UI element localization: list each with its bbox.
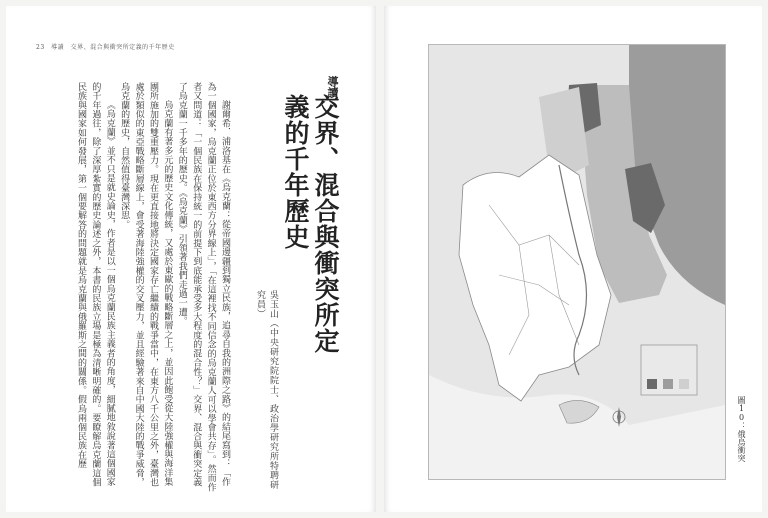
paragraph: 烏克蘭有著多元的歷史文化傳統，又處於東歐的戰略斷層之上，並因此飽受從大陸強權與海洋集團所施加的雙重壓力。現在更直接地將決定國家存亡繼續的戰爭當中，在東方八千公里之外，臺灣也處於類似的東亞戰略斷層線上，會受著海陸強權的交叉壓力，並且經驗著來自中國大陸的戰爭威脅，烏克蘭的歷史，自然值得臺灣深思。 <box>119 82 173 487</box>
paragraph: 謝爾希．浦洛基在《烏克蘭：從帝國邊疆到獨立民族，追尋自我的洲際之路》的結尾寫到：「作為一個國家，烏克蘭正位於東西方分界線上」，「在這裡找不同信念的烏克蘭人可以學會共存」。然而作者又問道：「一個民族在保持統一的前提下到底能承受多大程度的混合性？」交界、混合與衝突定義了烏克蘭一千多年的歷史。《烏克蘭》引領著我們走過一遭。 <box>176 82 230 492</box>
legend-swatch <box>679 379 689 389</box>
legend-swatch <box>647 379 657 389</box>
body-text <box>36 82 232 492</box>
ukraine-map <box>429 45 725 479</box>
map-caption: 圖10：俄烏衝突 <box>737 396 746 462</box>
author-line: 吳玉山（中央研究院院士、政治學研究所特聘研究員） <box>255 290 278 490</box>
paragraph: 《烏克蘭》並不只是就史論史，作者是以一個烏克蘭民族主義者的角度，細膩地敘說著這個國家的千年過往，除了深厚紮實的歷史論述之外，本書的民族立場是極為清晰明確的。要瞭解烏克蘭這個民族與國家如何發展，第一個要解答的問題就是烏克蘭與俄羅斯之間的關係。假烏兩個民族在歷 <box>75 82 115 487</box>
running-head: 23 導讀 交界、混合與衝突所定義的千年歷史 <box>36 44 175 51</box>
right-page <box>384 6 762 512</box>
left-page <box>6 6 376 512</box>
legend-swatch <box>663 379 673 389</box>
chapter-label: 導讀 <box>326 76 339 98</box>
chapter-title: 交界、混合與衝突所定義的千年歷史 <box>281 94 340 354</box>
map-figure <box>428 44 726 480</box>
